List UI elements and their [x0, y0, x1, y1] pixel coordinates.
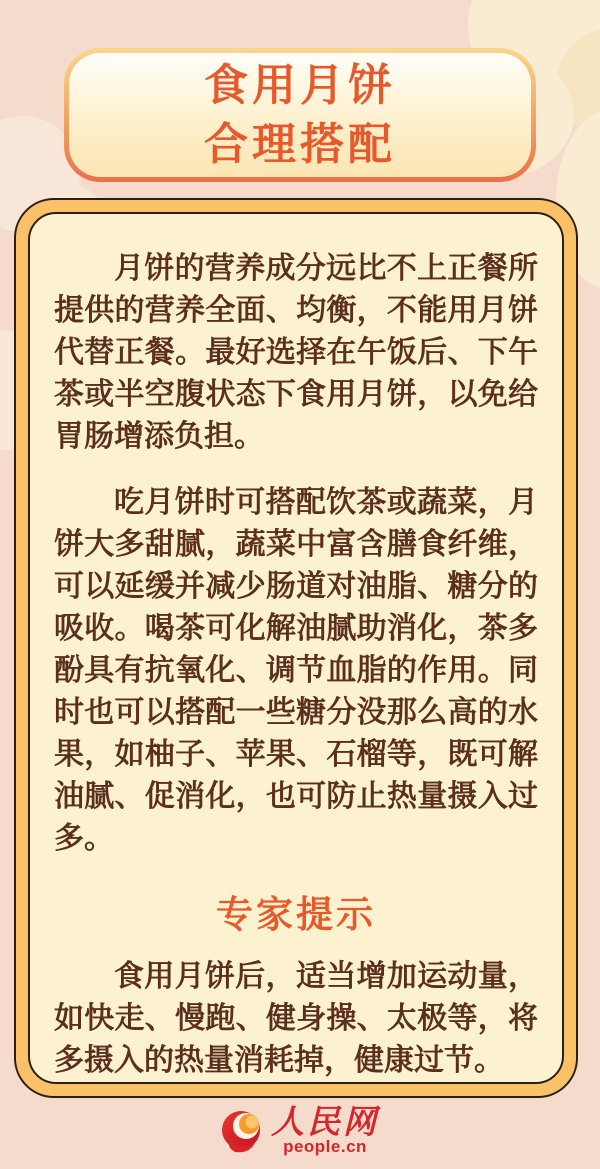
body-paragraph-2: 吃月饼时可搭配饮茶或蔬菜，月饼大多甜腻，蔬菜中富含膳食纤维，可以延缓并减少肠道对油脂、糖分的吸收。喝茶可化解油腻助消化，茶多酚具有抗氧化、调节血脂的作用。同时也可以搭配一些糖分没那么高的水果，如柚子、苹果、石榴等，既可解油腻、促消化，也可防止热量摄入过多。	[54, 486, 538, 855]
page-title-line-1: 食用月饼	[204, 61, 396, 110]
content-card-panel	[28, 212, 564, 1084]
logo-domain: people.cn	[283, 1137, 367, 1156]
title-banner	[64, 48, 536, 182]
expert-tip-heading: 专家提示	[216, 894, 376, 935]
footer-logo-text	[271, 1104, 379, 1156]
logo-name: 人民网	[271, 1102, 379, 1141]
page-title-line-2: 合理搭配	[204, 120, 396, 169]
content-card	[14, 198, 578, 1098]
footer-logo	[0, 1104, 600, 1158]
people-cn-sphere-icon	[221, 1110, 265, 1158]
body-paragraph-1: 月饼的营养成分远比不上正餐所提供的营养全面、均衡，不能用月饼代替正餐。最好选择在午饭后、下午茶或半空腹状态下食用月饼，以免给胃肠增添负担。	[54, 252, 538, 453]
expert-tip-text: 食用月饼后，适当增加运动量，如快走、慢跑、健身操、太极等，将多摄入的热量消耗掉，健康过节。	[54, 960, 538, 1077]
title-banner-inner	[69, 53, 531, 177]
